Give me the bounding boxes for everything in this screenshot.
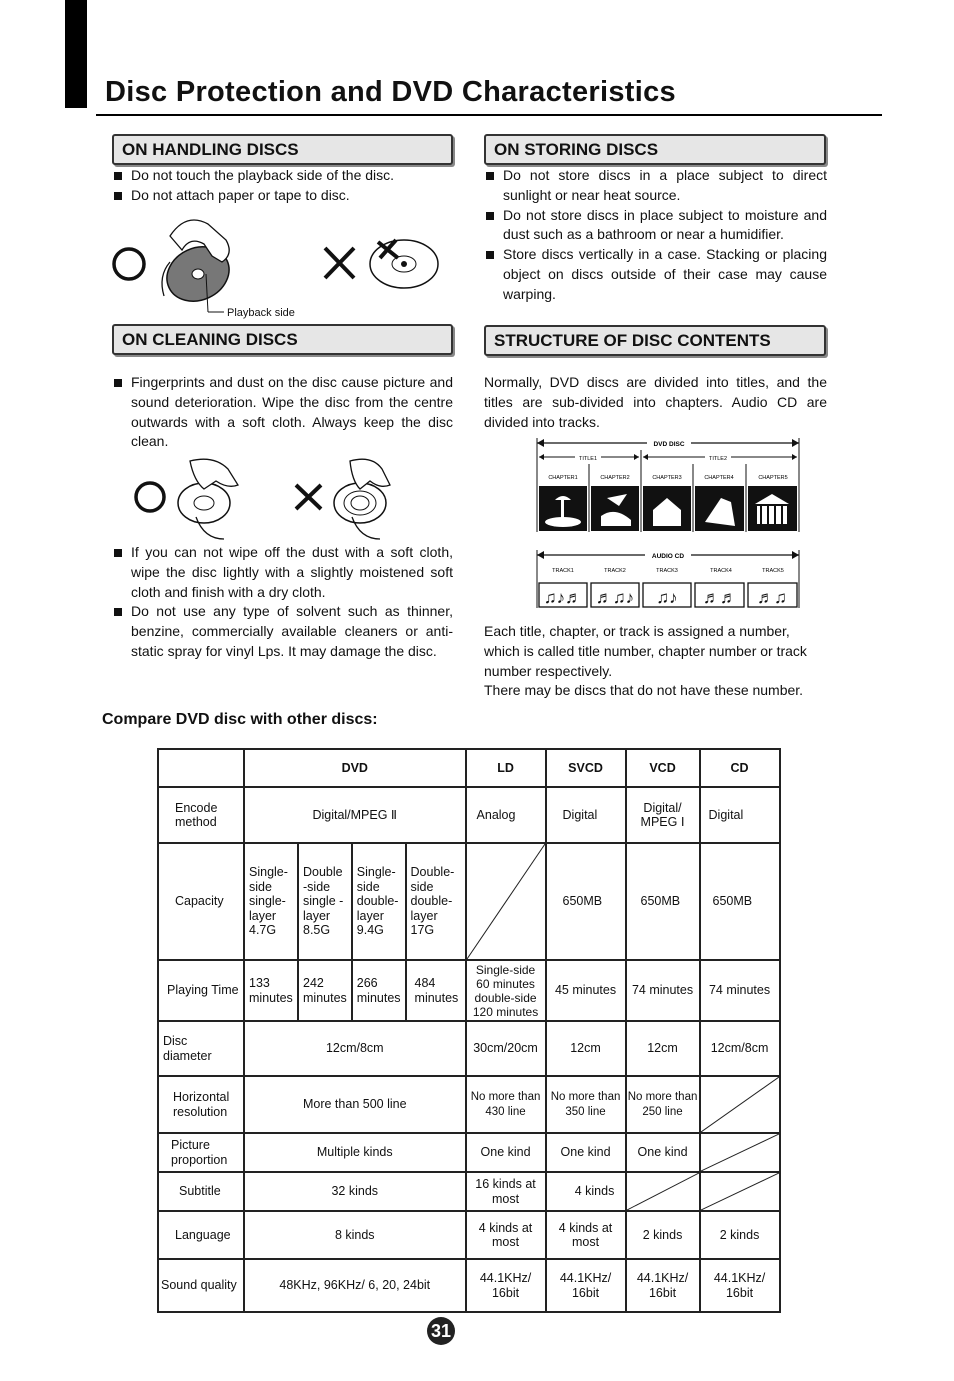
table-cell: 44.1KHz/ 16bit	[626, 1259, 700, 1312]
table-cell: Analog	[466, 787, 546, 843]
table-cell: 16 kinds at most	[466, 1172, 546, 1211]
page-number: 31	[427, 1317, 455, 1345]
cleaning-item: Fingerprints and dust on the disc cause picture and sound deterioration. Wipe the disc from the centre outwards with a soft cloth. Always keep the disc clean.	[112, 373, 453, 452]
table-cell: 12cm/8cm	[700, 1021, 780, 1076]
table-cell: 48KHz, 96KHz/ 6, 20, 24bit	[244, 1259, 466, 1312]
dvd-disc-label: DVD DISC	[653, 441, 685, 448]
cleaning-item: If you can not wipe off the dust with a soft cloth, wipe the disc lightly with a slightly moistened soft cloth and finish with a dry cloth.	[112, 543, 453, 602]
handling-list	[112, 166, 412, 206]
table-cell: More than 500 line	[244, 1076, 466, 1133]
structure-intro: Normally, DVD discs are divided into titles, and the titles are sub-divided into chapters. Audio CD are divided into tracks.	[484, 374, 827, 430]
table-row	[158, 1211, 780, 1259]
chapter-label: CHAPTER1	[548, 475, 578, 481]
svg-text:♬♫♪: ♬♫♪	[595, 588, 635, 607]
table-cell: 12cm/8cm	[244, 1021, 466, 1076]
table-cell-empty	[700, 1076, 780, 1133]
table-row	[158, 1021, 780, 1076]
cleaning-illustration	[120, 455, 400, 541]
table-cell: Digital	[700, 787, 780, 843]
table-cell-empty	[466, 843, 546, 960]
table-cell: Single-side 60 minutes double-side 120 minutes	[466, 960, 546, 1021]
table-corner	[158, 749, 244, 787]
row-label: Horizontal resolution	[158, 1076, 244, 1133]
table-cell: 74 minutes	[626, 960, 700, 1021]
table-cell: 4 kinds	[546, 1172, 626, 1211]
svg-text:♬♬: ♬♬	[703, 588, 737, 607]
svg-text:♬♫: ♬♫	[757, 588, 787, 607]
table-cell-empty	[626, 1172, 700, 1211]
page-title: Disc Protection and DVD Characteristics	[105, 76, 676, 108]
table-row	[158, 843, 780, 960]
table-cell: Double-side double-layer 17G	[406, 843, 466, 960]
chapter-label: CHAPTER5	[758, 475, 788, 481]
track-label: TRACK1	[552, 568, 574, 574]
handling-item: Do not touch the playback side of the disc.	[112, 166, 412, 186]
table-cell: Single-side double-layer 9.4G	[352, 843, 406, 960]
table-cell: Multiple kinds	[244, 1133, 466, 1172]
col-header-vcd: VCD	[626, 749, 700, 787]
storing-item: Store discs vertically in a case. Stacking or placing object on discs outside of their case may cause warping.	[484, 245, 827, 304]
track-label: TRACK2	[604, 568, 626, 574]
header-bar	[65, 0, 87, 108]
table-row	[158, 749, 780, 787]
table-cell: No more than 350 line	[546, 1076, 626, 1133]
title-divider	[96, 114, 882, 116]
table-row	[158, 960, 780, 1021]
table-cell: Digital	[546, 787, 626, 843]
structure-note: There may be discs that do not have these number.	[484, 682, 804, 698]
storing-list	[484, 166, 827, 305]
table-cell-empty	[700, 1172, 780, 1211]
table-cell: 44.1KHz/ 16bit	[700, 1259, 780, 1312]
col-header-ld: LD	[466, 749, 546, 787]
audio-cd-label: AUDIO CD	[651, 553, 685, 560]
chapter-label: CHAPTER2	[600, 475, 630, 481]
table-cell: 2 kinds	[700, 1211, 780, 1259]
table-cell: 44.1KHz/ 16bit	[546, 1259, 626, 1312]
table-cell: One kind	[466, 1133, 546, 1172]
table-cell: 32 kinds	[244, 1172, 466, 1211]
storing-item: Do not store discs in place subject to moisture and dust such as a bathroom or near a humidifier.	[484, 206, 827, 246]
table-cell: 12cm	[546, 1021, 626, 1076]
table-cell: No more than 430 line	[466, 1076, 546, 1133]
table-cell: 74 minutes	[700, 960, 780, 1021]
table-cell: One kind	[626, 1133, 700, 1172]
table-cell: 45 minutes	[546, 960, 626, 1021]
playback-side-caption: Playback side	[227, 307, 295, 319]
table-cell: Digital/MPEG Ⅱ	[244, 787, 466, 843]
table-cell: 2 kinds	[626, 1211, 700, 1259]
track-label: TRACK4	[710, 568, 732, 574]
table-cell: 650MB	[546, 843, 626, 960]
row-label: Sound quality	[158, 1259, 244, 1312]
table-cell: 242 minutes	[298, 960, 352, 1021]
handling-illustration	[108, 206, 458, 322]
svg-text:♫♪: ♫♪	[656, 588, 678, 607]
track-label: TRACK3	[656, 568, 678, 574]
row-label: Subtitle	[158, 1172, 244, 1211]
cleaning-list-1	[112, 373, 453, 452]
disc-structure-diagram	[535, 436, 801, 610]
row-label: Language	[158, 1211, 244, 1259]
row-label: Playing Time	[158, 960, 244, 1021]
table-cell: 133 minutes	[244, 960, 298, 1021]
table-cell: Double -side single -layer 8.5G	[298, 843, 352, 960]
table-cell: 484 minutes	[406, 960, 466, 1021]
table-cell: 4 kinds at most	[546, 1211, 626, 1259]
cleaning-list-2	[112, 543, 453, 662]
svg-text:♫♪♬: ♫♪♬	[543, 588, 583, 607]
table-row	[158, 1133, 780, 1172]
table-cell: 4 kinds at most	[466, 1211, 546, 1259]
table-cell-empty	[700, 1133, 780, 1172]
table-row	[158, 1076, 780, 1133]
table-row	[158, 1259, 780, 1312]
comparison-table	[157, 748, 781, 1313]
chapter-label: CHAPTER4	[704, 475, 734, 481]
row-label: Encode method	[158, 787, 244, 843]
col-header-svcd: SVCD	[546, 749, 626, 787]
handling-heading: ON HANDLING DISCS	[112, 134, 453, 165]
table-cell: 650MB	[700, 843, 780, 960]
col-header-dvd: DVD	[244, 749, 466, 787]
table-cell: One kind	[546, 1133, 626, 1172]
track-label: TRACK5	[762, 568, 784, 574]
cleaning-heading: ON CLEANING DISCS	[112, 324, 453, 355]
row-label: Capacity	[158, 843, 244, 960]
table-cell: 266 minutes	[352, 960, 406, 1021]
table-row	[158, 1172, 780, 1211]
storing-item: Do not store discs in a place subject to direct sunlight or near heat source.	[484, 166, 827, 206]
storing-heading: ON STORING DISCS	[484, 134, 826, 165]
compare-title: Compare DVD disc with other discs:	[102, 711, 378, 728]
title-label: TITLE2	[708, 456, 728, 462]
table-cell: Single-side single-layer 4.7G	[244, 843, 298, 960]
structure-heading: STRUCTURE OF DISC CONTENTS	[484, 325, 826, 356]
chapter-label: CHAPTER3	[652, 475, 682, 481]
col-header-cd: CD	[700, 749, 780, 787]
table-cell: 12cm	[626, 1021, 700, 1076]
table-row	[158, 787, 780, 843]
row-label: Disc diameter	[158, 1021, 244, 1076]
handling-item: Do not attach paper or tape to disc.	[112, 186, 412, 206]
cleaning-item: Do not use any type of solvent such as thinner, benzine, commercially available cleaners or anti-static spray for vinyl Lps. It may damage the disc.	[112, 602, 453, 661]
table-cell: 650MB	[626, 843, 700, 960]
table-cell: 30cm/20cm	[466, 1021, 546, 1076]
title-label: TITLE1	[578, 456, 598, 462]
row-label: Picture proportion	[158, 1133, 244, 1172]
table-cell: 44.1KHz/ 16bit	[466, 1259, 546, 1312]
table-cell: Digital/ MPEG Ⅰ	[626, 787, 700, 843]
table-cell: No more than 250 line	[626, 1076, 700, 1133]
table-cell: 8 kinds	[244, 1211, 466, 1259]
structure-outro: Each title, chapter, or track is assigned a number, which is called title number, chapter number or track number respectively.	[484, 623, 807, 679]
